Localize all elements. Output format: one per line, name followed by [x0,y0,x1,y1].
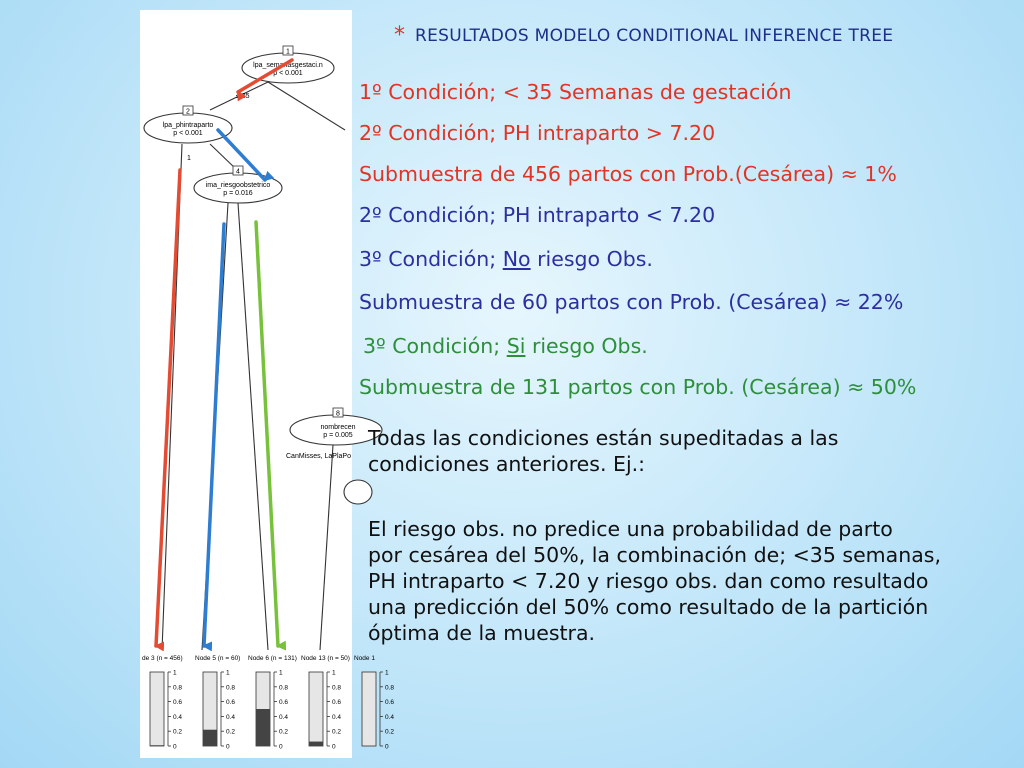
tree-node-1 [242,46,334,83]
node-1-var: lpa_semanasgestaci.n [253,62,323,69]
leaf-tick-label: 0 [226,743,230,751]
node-4-var: ima_riesgoobstetrico [205,182,271,189]
leaf-tick-label: 0.8 [332,684,342,692]
leaf-tick-label: 0.6 [226,699,236,707]
leaf-tick-label: 0.2 [226,728,236,736]
leaf-tick-label: 0 [332,743,336,751]
leaf-tick-label: 0 [279,743,283,751]
node-1-id: 1 [286,48,290,56]
note-body [368,516,1008,646]
condition-3-no-suffix: riesgo Obs. [530,247,653,271]
leaf-label: Node 13 (n = 50) [301,655,350,662]
submuestra-60: Submuestra de 60 partos con Prob. (Cesárea) ≈ 22% [359,290,904,314]
edge-8-left-label: CanMisses, LaPlaPo [286,453,351,460]
leaf-tick-label: 1 [385,669,389,677]
note-intro-line-2: condiciones anteriores. Ej.: [368,452,646,476]
highlight-arrows [156,60,292,646]
submuestra-131: Submuestra de 131 partos con Prob. (Cesárea) ≈ 50% [359,375,917,399]
leaf-bar-frame [362,672,376,746]
leaf-tick-label: 0.6 [279,699,289,707]
green-arrow-down [256,222,278,646]
leaf-tick-label: 1 [332,669,336,677]
leaf-label: Node 6 (n = 131) [248,655,297,662]
leaf-label: de 3 (n = 456) [142,655,183,662]
slide-title [394,22,893,47]
leaf-tick-label: 1 [226,669,230,677]
blue-arrow-down [204,224,224,646]
note-intro-line-1: Todas las condiciones están supeditadas a las [368,426,839,450]
leaf-tick-label: 0.8 [173,684,183,692]
leaf-tick-label: 1 [279,669,283,677]
leaf-tick-label: 0 [173,743,177,751]
title-text: RESULTADOS MODELO CONDITIONAL INFERENCE TREE [415,26,894,46]
leaf-tick-label: 1 [173,669,177,677]
node-2-var: lpa_phintraparto [162,122,214,129]
tree-node-partial [344,480,372,504]
leaf-tick-label: 0.2 [385,728,395,736]
condition-3-no-riesgo [359,247,653,271]
leaf-tick-label: 0.6 [385,699,395,707]
node-1-p: p < 0.001 [273,70,303,77]
leaf-tick-label: 0.4 [279,713,289,721]
condition-3-si-riesgo [363,334,648,358]
leaf-tick-label: 0.4 [385,713,395,721]
leaf-bar-frame [309,672,323,746]
leaf-tick-label: 0.6 [332,699,342,707]
red-arrow-down [156,170,180,646]
leaf-tick-label: 0 [385,743,389,751]
leaf-tick-label: 0.4 [173,713,183,721]
submuestra-456: Submuestra de 456 partos con Prob.(Cesárea) ≈ 1% [359,162,897,186]
tree-node-4 [194,166,282,203]
leaf-tick-label: 0.8 [226,684,236,692]
node-8-p: p = 0.005 [323,432,353,439]
condition-3-no-prefix: 3º Condición; [359,247,503,271]
leaf-bar-frame [150,672,164,746]
leaf-labels [142,655,375,662]
node-2-id: 2 [186,108,190,116]
condition-3-si-suffix: riesgo Obs. [525,334,648,358]
leaf-label: Node 1 [354,655,375,662]
leaf-tick-label: 0.2 [279,728,289,736]
note-body-line-3: PH intraparto < 7.20 y riesgo obs. dan como resultado [368,569,929,593]
condition-2-low-ph: 2º Condición; PH intraparto < 7.20 [359,203,716,227]
leaf-bars [150,670,394,751]
note-intro [368,425,1008,477]
note-body-line-2: por cesárea del 50%, la combinación de; <35 semanas, [368,543,941,567]
edge-le35-label: ≤ 35 [236,93,250,100]
title-star: * [394,23,406,48]
leaf-bar-fill [150,745,164,746]
leaf-bar-fill [203,730,217,746]
leaf-tick-label: 0.4 [226,713,236,721]
note-body-line-5: óptima de la muestra. [368,621,596,645]
condition-3-si-prefix: 3º Condición; [363,334,507,358]
condition-1: 1º Condición; < 35 Semanas de gestación [359,80,792,104]
node-8-var: nombrecen [320,424,356,431]
leaf-tick-label: 0.8 [385,684,395,692]
note-body-line-4: una predicción del 50% como resultado de la partición [368,595,929,619]
node-4-id: 4 [236,168,240,176]
condition-2-high-ph: 2º Condición; PH intraparto > 7.20 [359,121,716,145]
tree-diagram-panel [140,10,395,758]
node-8-id: 8 [336,410,340,418]
condition-3-si-word: Si [506,334,526,358]
leaf-bar-fill [309,742,323,746]
leaf-tick-label: 0.2 [173,728,183,736]
leaf-label: Node 5 (n = 60) [195,655,241,662]
node-4-p: p = 0.016 [223,190,253,197]
condition-3-no-word: No [502,247,531,271]
leaf-bar-fill [256,709,270,746]
note-body-line-1: El riesgo obs. no predice una probabilidad de parto [368,517,893,541]
leaf-tick-label: 0.2 [332,728,342,736]
node-2-p: p < 0.001 [173,130,203,137]
tree-node-2 [144,106,232,143]
leaf-tick-label: 0.8 [279,684,289,692]
tree-diagram [140,10,395,758]
edge-2-left-label: 1 [187,155,191,162]
leaf-tick-label: 0.6 [173,699,183,707]
leaf-tick-label: 0.4 [332,713,342,721]
